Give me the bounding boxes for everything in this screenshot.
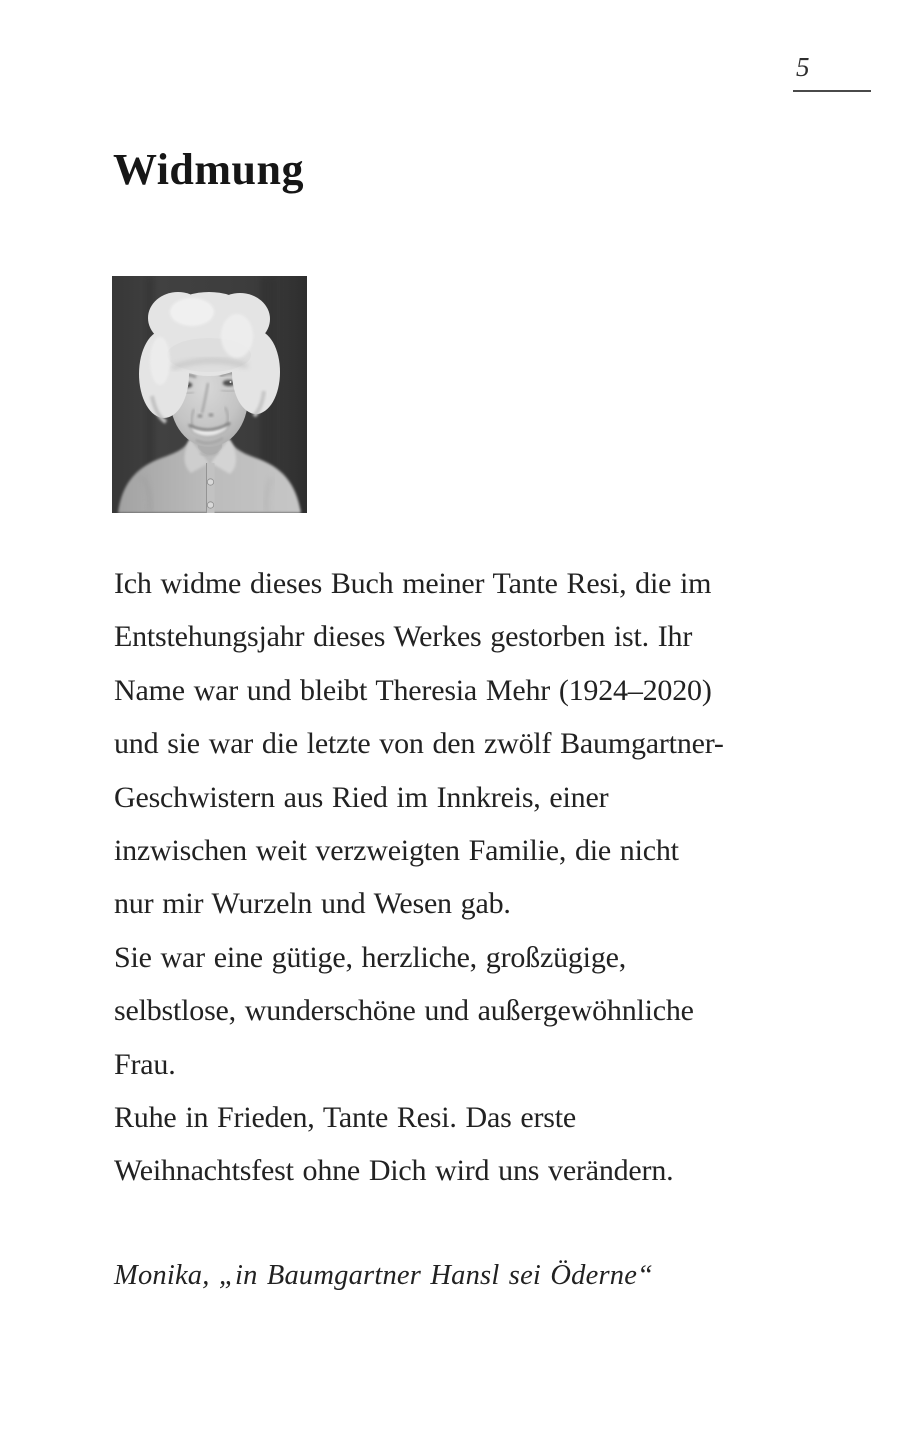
page-number: 5 — [796, 52, 810, 82]
shirt-button — [207, 479, 213, 485]
dedication-line: Weihnachtsfest ohne Dich wird uns verändern. — [114, 1154, 674, 1188]
dedication-line: Ruhe in Frieden, Tante Resi. Das erste — [114, 1101, 576, 1135]
dedication-line: Geschwistern aus Ried im Innkreis, einer — [114, 780, 609, 814]
shirt-button — [207, 502, 213, 508]
portrait-photo-image — [112, 276, 307, 513]
dedication-text — [114, 557, 814, 1198]
chapter-title: Widmung — [113, 145, 304, 194]
page-number-rule — [793, 90, 871, 92]
signature-line: Monika, „in Baumgartner Hansl sei Öderne“ — [114, 1260, 654, 1291]
dedication-line: Sie war eine gütige, herzliche, großzügige, — [114, 940, 627, 974]
portrait-photo — [112, 276, 307, 513]
dedication-line: selbstlose, wunderschöne und außergewöhnliche — [114, 994, 694, 1028]
dedication-line: inzwischen weit verzweigten Familie, die nicht — [114, 834, 679, 868]
dedication-line: Entstehungsjahr dieses Werkes gestorben ist. Ihr — [114, 620, 693, 654]
dedication-line: nur mir Wurzeln und Wesen gab. — [114, 887, 511, 921]
dedication-line: Frau. — [114, 1047, 176, 1081]
dedication-line: Name war und bleibt Theresia Mehr (1924–2020) — [114, 673, 712, 707]
dedication-line: Ich widme dieses Buch meiner Tante Resi, die im — [114, 567, 712, 600]
dedication-line: und sie war die letzte von den zwölf Baumgartner- — [114, 727, 724, 761]
